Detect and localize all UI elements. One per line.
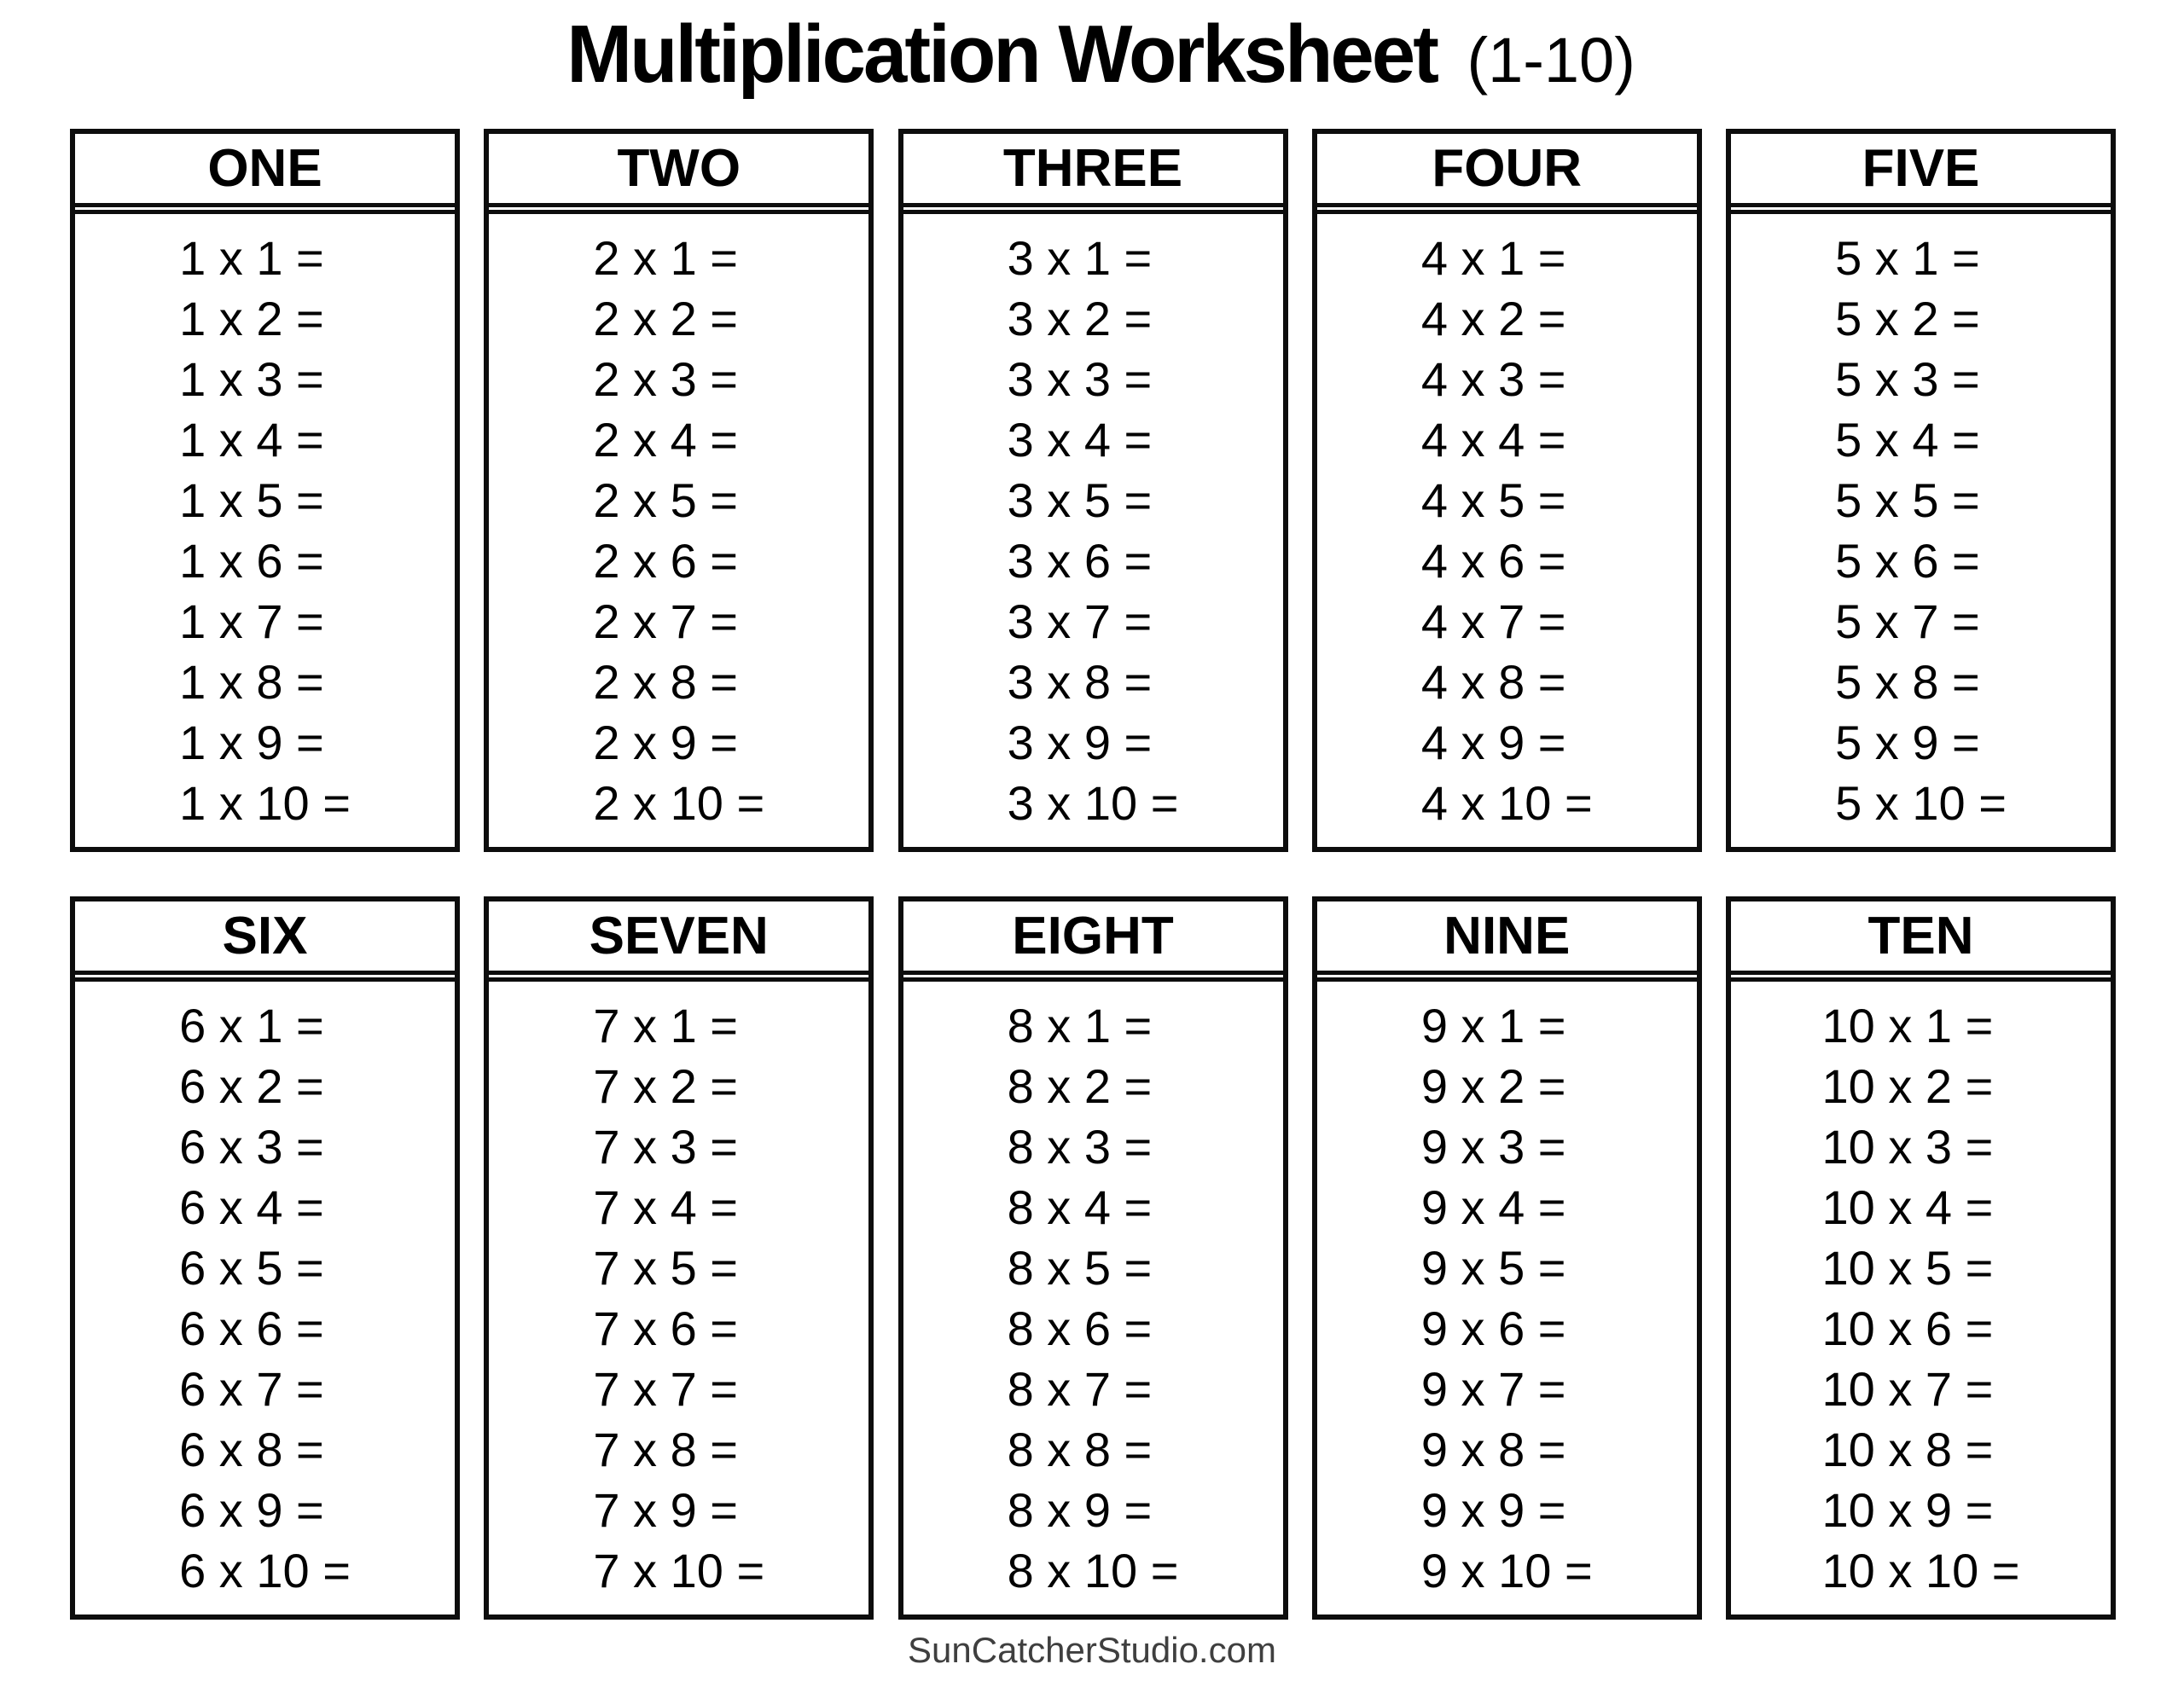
equation-row: 1 x 7 = [179,594,324,648]
equation-row: 5 x 9 = [1835,715,1980,769]
equation-row: 8 x 6 = [1007,1301,1153,1355]
equations-block [1421,228,1593,833]
equation-row: 9 x 5 = [1420,1240,1566,1295]
equation-row: 9 x 8 = [1420,1422,1566,1476]
equation-row: 5 x 8 = [1835,654,1980,709]
equation-row: 10 x 6 = [1821,1301,1994,1355]
equation-row: 8 x 4 = [1007,1180,1153,1234]
equation-row: 4 x 10 = [1420,775,1593,830]
equation-row: 6 x 6 = [179,1301,324,1355]
equation-row: 3 x 6 = [1007,533,1153,588]
equations-block [1421,995,1593,1601]
equation-row: 7 x 1 = [593,998,739,1052]
times-table-two [484,129,874,852]
times-table-nine [1312,896,1702,1620]
equation-row: 2 x 10 = [593,775,765,830]
equation-row: 1 x 6 = [179,533,324,588]
equation-row: 4 x 5 = [1420,472,1566,527]
times-table-eight [898,896,1288,1620]
times-table-body [1731,977,2111,1615]
footer-credit: SunCatcherStudio.com [908,1629,1276,1670]
equation-row: 3 x 10 = [1007,775,1179,830]
equation-row: 7 x 3 = [593,1119,739,1174]
times-table-header: FOUR [1317,134,1697,207]
equation-row: 9 x 4 = [1420,1180,1566,1234]
equation-row: 1 x 10 = [179,775,351,830]
equation-row: 7 x 2 = [593,1058,739,1113]
equation-row: 9 x 10 = [1420,1543,1593,1597]
equation-row: 4 x 6 = [1420,533,1566,588]
page-title-range: (1-10) [1467,25,1635,96]
equation-row: 10 x 1 = [1821,998,1994,1052]
equation-row: 9 x 7 = [1420,1361,1566,1416]
equation-row: 3 x 1 = [1007,230,1153,285]
page-title-main: Multiplication Worksheet [566,9,1438,100]
times-table-body [1317,210,1697,847]
times-table-six [70,896,460,1620]
equation-row: 9 x 1 = [1420,998,1566,1052]
equation-row: 4 x 1 = [1420,230,1566,285]
equation-row: 2 x 2 = [593,291,739,345]
equation-row: 5 x 1 = [1835,230,1980,285]
equation-row: 4 x 9 = [1420,715,1566,769]
equation-row: 4 x 3 = [1420,351,1566,406]
equation-row: 6 x 1 = [179,998,324,1052]
equation-row: 1 x 4 = [179,412,324,467]
times-table-body [903,210,1283,847]
equation-row: 2 x 7 = [593,594,739,648]
times-table-body [75,210,455,847]
times-table-body [75,977,455,1615]
equations-block [1822,995,2020,1601]
equation-row: 2 x 1 = [593,230,739,285]
equation-row: 9 x 6 = [1420,1301,1566,1355]
equation-row: 6 x 4 = [179,1180,324,1234]
equation-row: 6 x 3 = [179,1119,324,1174]
equation-row: 8 x 7 = [1007,1361,1153,1416]
equation-row: 6 x 8 = [179,1422,324,1476]
equation-row: 1 x 9 = [179,715,324,769]
equation-row: 2 x 3 = [593,351,739,406]
times-table-one [70,129,460,852]
equation-row: 4 x 2 = [1420,291,1566,345]
equation-row: 3 x 8 = [1007,654,1153,709]
equation-row: 5 x 5 = [1835,472,1980,527]
equations-block [1835,228,2007,833]
equation-row: 10 x 2 = [1821,1058,1994,1113]
tables-grid-row-2 [0,896,2184,1620]
equation-row: 6 x 7 = [179,1361,324,1416]
equation-row: 9 x 2 = [1420,1058,1566,1113]
equation-row: 2 x 5 = [593,472,739,527]
equation-row: 7 x 9 = [593,1482,739,1537]
equation-row: 8 x 2 = [1007,1058,1153,1113]
equation-row: 7 x 5 = [593,1240,739,1295]
equation-row: 4 x 8 = [1420,654,1566,709]
equations-block [593,995,764,1601]
tables-grid-row-1 [0,129,2184,852]
equation-row: 8 x 1 = [1007,998,1153,1052]
equation-row: 2 x 6 = [593,533,739,588]
equation-row: 1 x 1 = [179,230,324,285]
equation-row: 7 x 4 = [593,1180,739,1234]
equation-row: 7 x 10 = [593,1543,765,1597]
times-table-header: TEN [1731,901,2111,975]
times-table-body [1731,210,2111,847]
equation-row: 10 x 5 = [1821,1240,1994,1295]
equation-row: 10 x 7 = [1821,1361,1994,1416]
times-table-header: SEVEN [489,901,868,975]
equation-row: 8 x 8 = [1007,1422,1153,1476]
times-table-body [1317,977,1697,1615]
times-table-header: NINE [1317,901,1697,975]
equation-row: 1 x 3 = [179,351,324,406]
equation-row: 6 x 9 = [179,1482,324,1537]
equation-row: 10 x 4 = [1821,1180,1994,1234]
equation-row: 5 x 6 = [1835,533,1980,588]
equation-row: 9 x 3 = [1420,1119,1566,1174]
equation-row: 8 x 5 = [1007,1240,1153,1295]
equation-row: 10 x 3 = [1821,1119,1994,1174]
times-table-four [1312,129,1702,852]
equation-row: 2 x 9 = [593,715,739,769]
equation-row: 5 x 2 = [1835,291,1980,345]
equation-row: 3 x 4 = [1007,412,1153,467]
times-table-body [489,977,868,1615]
equation-row: 1 x 2 = [179,291,324,345]
equation-row: 9 x 9 = [1420,1482,1566,1537]
equation-row: 6 x 10 = [179,1543,351,1597]
equations-block [1008,995,1179,1601]
equation-row: 3 x 7 = [1007,594,1153,648]
equation-row: 1 x 5 = [179,472,324,527]
equation-row: 7 x 8 = [593,1422,739,1476]
equation-row: 1 x 8 = [179,654,324,709]
page-title [0,9,2184,100]
equation-row: 10 x 8 = [1821,1422,1994,1476]
equation-row: 3 x 9 = [1007,715,1153,769]
equation-row: 5 x 3 = [1835,351,1980,406]
times-table-header: TWO [489,134,868,207]
times-table-three [898,129,1288,852]
equation-row: 5 x 4 = [1835,412,1980,467]
equation-row: 8 x 10 = [1007,1543,1179,1597]
times-table-ten [1726,896,2116,1620]
times-table-five [1726,129,2116,852]
times-table-header: ONE [75,134,455,207]
equation-row: 3 x 2 = [1007,291,1153,345]
equation-row: 8 x 3 = [1007,1119,1153,1174]
equation-row: 2 x 4 = [593,412,739,467]
times-table-body [903,977,1283,1615]
times-table-header: EIGHT [903,901,1283,975]
equations-block [593,228,764,833]
equation-row: 3 x 3 = [1007,351,1153,406]
times-table-body [489,210,868,847]
equation-row: 5 x 10 = [1835,775,2007,830]
times-table-header: THREE [903,134,1283,207]
equations-block [179,228,351,833]
equation-row: 10 x 10 = [1821,1543,2020,1597]
equation-row: 4 x 7 = [1420,594,1566,648]
equation-row: 7 x 6 = [593,1301,739,1355]
equation-row: 6 x 5 = [179,1240,324,1295]
equation-row: 3 x 5 = [1007,472,1153,527]
times-table-header: SIX [75,901,455,975]
times-table-header: FIVE [1731,134,2111,207]
equations-block [1008,228,1179,833]
times-table-seven [484,896,874,1620]
equation-row: 2 x 8 = [593,654,739,709]
equation-row: 5 x 7 = [1835,594,1980,648]
equation-row: 6 x 2 = [179,1058,324,1113]
equation-row: 7 x 7 = [593,1361,739,1416]
equations-block [179,995,351,1601]
equation-row: 10 x 9 = [1821,1482,1994,1537]
equation-row: 4 x 4 = [1420,412,1566,467]
equation-row: 8 x 9 = [1007,1482,1153,1537]
